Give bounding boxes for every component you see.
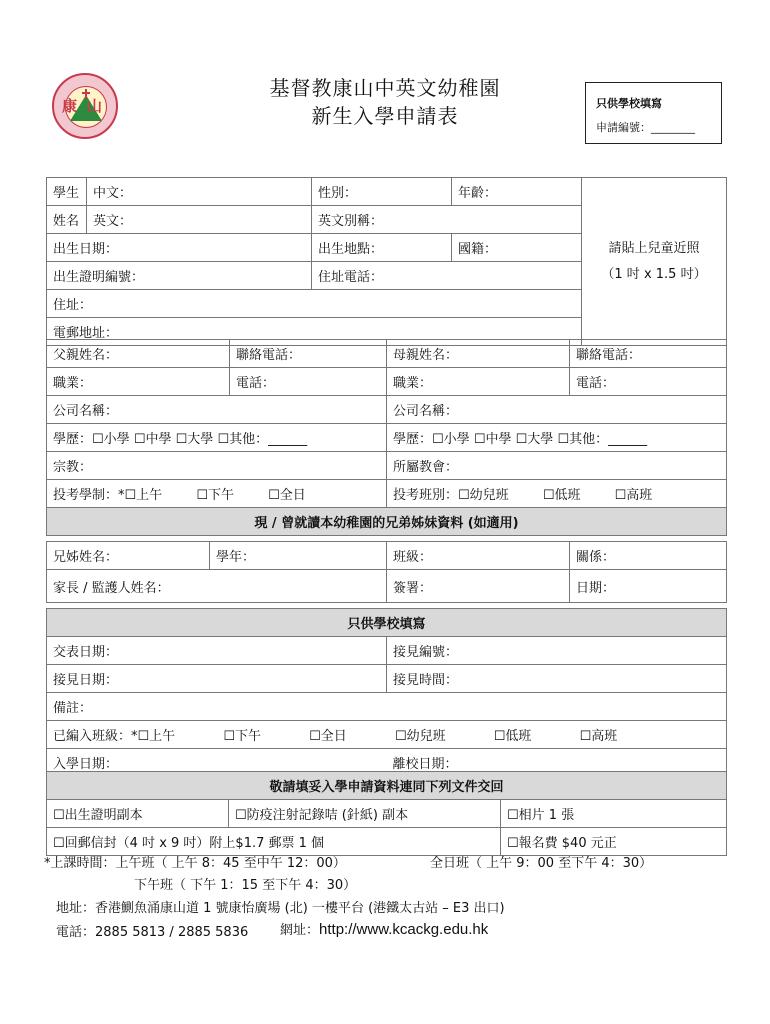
submit-date-field[interactable]: 交表日期： [47, 637, 387, 665]
father-phone-field[interactable]: 電話： [230, 368, 387, 396]
hours-fullday: 全日班（ 上午 9：00 至下午 4：30） [430, 856, 653, 871]
apply-class-label: 投考班別： [393, 488, 459, 503]
father-company-field[interactable]: 公司名稱： [47, 396, 387, 424]
interview-date-field[interactable]: 接見日期： [47, 665, 387, 693]
interview-no-field[interactable]: 接見編號： [387, 637, 727, 665]
opt-label: 中學 [145, 432, 172, 447]
opt-label: 其他：______ [229, 432, 308, 447]
checkbox-fullday[interactable] [309, 729, 321, 744]
doc-birth-copy[interactable] [47, 800, 229, 828]
application-number: 申請編號：________ [596, 121, 695, 134]
checkbox-upper[interactable] [580, 729, 592, 744]
checkbox-secondary[interactable] [474, 432, 486, 447]
siblings-table [46, 541, 727, 603]
photo-instruction: 請貼上兒童近照 [608, 240, 700, 256]
website-row [280, 919, 488, 938]
checkbox[interactable] [507, 836, 519, 851]
checkbox-lower[interactable] [543, 488, 555, 503]
date-field[interactable]: 日期： [570, 570, 727, 603]
website-link[interactable]: http://www.kcackg.edu.hk [319, 921, 489, 938]
signature-field[interactable]: 簽署： [387, 570, 570, 603]
doc-label: 出生證明副本 [64, 808, 143, 823]
assigned-label: 已編入班級：* [53, 729, 138, 744]
birth-cert-field[interactable]: 出生證明編號： [47, 262, 312, 290]
dob-field[interactable]: 出生日期： [47, 234, 312, 262]
interview-time-field[interactable]: 接見時間： [387, 665, 727, 693]
school-phone: 電話：2885 5813 / 2885 5836 [56, 925, 249, 940]
school-use-heading: 只供學校填寫 [596, 97, 662, 110]
doc-vaccine[interactable] [229, 800, 501, 828]
opt-label: 小學 [443, 432, 470, 447]
checkbox[interactable] [53, 836, 65, 851]
website-label: 網址： [280, 923, 320, 938]
opt-label: 中學 [485, 432, 512, 447]
office-section-title: 只供學校填寫 [47, 609, 727, 637]
documents-table [46, 771, 727, 856]
photo-size: （1 吋 x 1.5 吋） [601, 266, 707, 282]
checkbox-lower[interactable] [494, 729, 506, 744]
checkbox-pm[interactable] [223, 729, 235, 744]
pob-field[interactable]: 出生地點： [312, 234, 452, 262]
student-label: 學生 [47, 178, 87, 206]
sibling-relation-field[interactable]: 關係： [570, 542, 727, 570]
religion-field[interactable]: 宗教： [47, 452, 387, 480]
father-education-row [47, 424, 387, 452]
mother-name-field[interactable]: 母親姓名： [387, 340, 570, 368]
education-label: 學歷： [53, 432, 93, 447]
opt-label: 其他：______ [569, 432, 648, 447]
doc-photo[interactable] [501, 800, 727, 828]
opt-label: 大學 [527, 432, 554, 447]
english-alias-field[interactable]: 英文別稱： [312, 206, 582, 234]
chinese-name-field[interactable]: 中文： [87, 178, 312, 206]
opt-label: 高班 [591, 729, 618, 744]
church-field[interactable]: 所屬教會： [387, 452, 727, 480]
opt-label: 幼兒班 [469, 488, 509, 503]
checkbox-upper[interactable] [615, 488, 627, 503]
hours-am: *上課時間：上午班（ 上午 8：45 至中午 12：00） [44, 856, 346, 871]
father-occupation-field[interactable]: 職業： [47, 368, 230, 396]
documents-section-title: 敬請填妥入學申請資料連同下列文件交回 [47, 772, 727, 800]
sibling-year-field[interactable]: 學年： [210, 542, 387, 570]
mother-education-row [387, 424, 727, 452]
opt-label: 全日 [279, 488, 306, 503]
nationality-field[interactable]: 國籍： [452, 234, 582, 262]
checkbox-am[interactable] [125, 488, 137, 503]
guardian-name-field[interactable]: 家長 / 監護人姓名： [47, 570, 387, 603]
apply-session-row [47, 480, 387, 508]
logo-text: 康山 [62, 97, 113, 115]
checkbox-nursery[interactable] [458, 488, 470, 503]
opt-label: 全日 [320, 729, 347, 744]
office-table [46, 608, 727, 777]
gender-field[interactable]: 性別： [312, 178, 452, 206]
opt-label: 上午 [136, 488, 163, 503]
apply-class-row [387, 480, 727, 508]
doc-label: 相片 1 張 [518, 808, 575, 823]
checkbox-fullday[interactable] [268, 488, 280, 503]
home-phone-field[interactable]: 住址電話： [312, 262, 582, 290]
remarks-field[interactable]: 備註： [47, 693, 727, 721]
age-field[interactable]: 年齡： [452, 178, 582, 206]
doc-label: 防疫注射記錄咭 (針紙) 副本 [246, 808, 409, 823]
opt-label: 低班 [554, 488, 581, 503]
checkbox[interactable] [235, 808, 247, 823]
sibling-name-field[interactable]: 兄姊姓名： [47, 542, 210, 570]
leave-date-field[interactable]: 離校日期： [387, 749, 727, 777]
opt-label: 下午 [234, 729, 261, 744]
school-use-box [585, 82, 722, 144]
checkbox-am[interactable] [138, 729, 150, 744]
checkbox[interactable] [507, 808, 519, 823]
admission-date-field[interactable]: 入學日期： [47, 749, 387, 777]
checkbox-other[interactable] [557, 432, 569, 447]
hours-pm: 下午班（ 下午 1：15 至下午 4：30） [134, 878, 357, 893]
sibling-class-field[interactable]: 班級： [387, 542, 570, 570]
mother-occupation-field[interactable]: 職業： [387, 368, 570, 396]
address-field[interactable]: 住址： [47, 290, 582, 318]
form-title: 基督教康山中英文幼稚園 [269, 76, 501, 100]
father-contact-field[interactable]: 聯絡電話： [230, 340, 387, 368]
student-table [46, 177, 727, 346]
mother-contact-field[interactable]: 聯絡電話： [570, 340, 727, 368]
education-label: 學歷： [393, 432, 433, 447]
email-field[interactable]: 電郵地址： [47, 318, 582, 346]
opt-label: 小學 [103, 432, 130, 447]
parents-table [46, 339, 727, 536]
assigned-class-row [47, 721, 727, 749]
name-label: 姓名 [47, 206, 87, 234]
checkbox-pm[interactable] [196, 488, 208, 503]
mother-phone-field[interactable]: 電話： [570, 368, 727, 396]
siblings-section-title: 現 / 曾就讀本幼稚園的兄弟姊妹資料 (如適用) [47, 508, 727, 536]
photo-box[interactable] [582, 178, 727, 346]
opt-label: 上午 [149, 729, 176, 744]
school-address: 地址：香港鰂魚涌康山道 1 號康怡廣場 (北) 一樓平台 (港鐵太古站 – E3 出口) [56, 901, 505, 916]
checkbox-primary[interactable] [432, 432, 444, 447]
opt-label: 幼兒班 [406, 729, 446, 744]
checkbox-primary[interactable] [92, 432, 104, 447]
checkbox[interactable] [53, 808, 65, 823]
doc-label: 回郵信封（4 吋 x 9 吋）附上$1.7 郵票 1 個 [64, 836, 325, 851]
english-name-field[interactable]: 英文： [87, 206, 312, 234]
father-name-field[interactable]: 父親姓名： [47, 340, 230, 368]
checkbox-university[interactable] [176, 432, 188, 447]
checkbox-other[interactable] [217, 432, 229, 447]
opt-label: 低班 [505, 729, 532, 744]
checkbox-secondary[interactable] [134, 432, 146, 447]
form-subtitle: 新生入學申請表 [311, 104, 459, 128]
apply-session-label: 投考學制：* [53, 488, 125, 503]
doc-label: 報名費 $40 元正 [518, 836, 617, 851]
opt-label: 高班 [626, 488, 653, 503]
opt-label: 下午 [207, 488, 234, 503]
mother-company-field[interactable]: 公司名稱： [387, 396, 727, 424]
opt-label: 大學 [187, 432, 214, 447]
checkbox-university[interactable] [516, 432, 528, 447]
checkbox-nursery[interactable] [395, 729, 407, 744]
